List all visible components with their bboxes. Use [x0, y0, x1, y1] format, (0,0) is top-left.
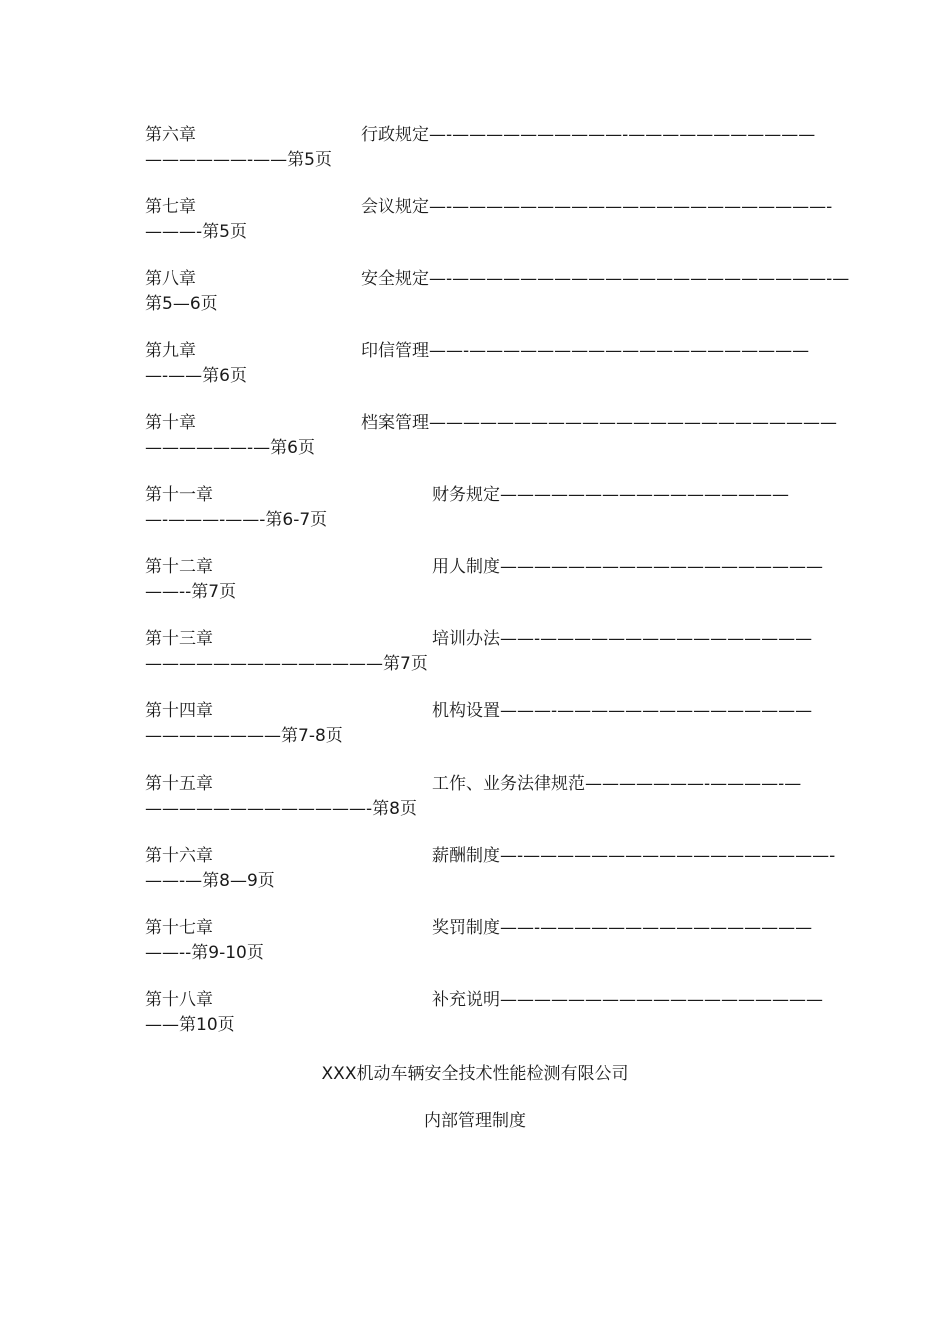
toc-section-title: 补充说明———————————————————	[432, 990, 823, 1010]
toc-chapter-label: 第十八章	[145, 990, 213, 1010]
toc-page-ref: ——--第9-10页	[145, 943, 264, 963]
toc-entry-chapter-16	[145, 845, 836, 897]
toc-entry-chapter-8	[145, 268, 850, 320]
toc-chapter-label: 第十四章	[145, 701, 213, 721]
toc-section-title: 工作、业务法律规范———————-————-—	[432, 774, 802, 794]
toc-section-title: 培训办法——-————————————————	[432, 629, 813, 649]
toc-chapter-label: 第十二章	[145, 557, 213, 577]
company-name: XXX机动车辆安全技术性能检测有限公司	[321, 1064, 629, 1084]
toc-entry-chapter-13	[145, 628, 825, 680]
toc-section-title: 奖罚制度——-————————————————	[432, 918, 813, 938]
toc-page-ref: ——--第7页	[145, 582, 237, 602]
toc-chapter-label: 第十一章	[145, 485, 213, 505]
toc-page-ref: ————————第7-8页	[145, 726, 343, 746]
toc-page-ref: ——-—第8—9页	[145, 871, 275, 891]
toc-page-ref: ———-第5页	[145, 222, 247, 242]
toc-chapter-label: 第七章	[145, 197, 196, 217]
toc-section-title: 印信管理——-————————————————————	[361, 341, 810, 361]
toc-section-title: 档案管理————————————————————————	[361, 413, 837, 433]
toc-chapter-label: 第八章	[145, 269, 196, 289]
toc-chapter-label: 第六章	[145, 125, 196, 145]
toc-entry-chapter-15	[145, 773, 825, 825]
toc-entry-chapter-12	[145, 556, 825, 608]
toc-page-ref: ——————-—第6页	[145, 438, 315, 458]
toc-page-ref: ——第10页	[145, 1015, 235, 1035]
toc-section-title: 用人制度———————————————————	[432, 557, 823, 577]
toc-section-title: 会议规定—-——————————————————————-	[361, 197, 833, 217]
toc-section-title: 财务规定—————————————————	[432, 485, 789, 505]
toc-entry-chapter-6	[145, 124, 825, 176]
toc-page-ref: 第5—6页	[145, 294, 218, 314]
toc-entry-chapter-10	[145, 412, 837, 464]
toc-page-ref: —————————————-第8页	[145, 799, 417, 819]
toc-chapter-label: 第十六章	[145, 846, 213, 866]
toc-page-ref: —-——第6页	[145, 366, 247, 386]
document-title: 内部管理制度	[424, 1111, 526, 1131]
toc-chapter-label: 第十三章	[145, 629, 213, 649]
toc-chapter-label: 第十七章	[145, 918, 213, 938]
toc-entry-chapter-14	[145, 700, 825, 752]
toc-entry-chapter-11	[145, 484, 825, 536]
toc-entry-chapter-7	[145, 196, 833, 248]
toc-section-title: 薪酬制度—-——————————————————-	[432, 846, 836, 866]
toc-page-ref: ——————————————第7页	[145, 654, 428, 674]
toc-section-title: 行政规定—-——————————-———————————	[361, 125, 816, 145]
toc-entry-chapter-17	[145, 917, 825, 969]
toc-section-title: 机构设置———-———————————————	[432, 701, 813, 721]
toc-entry-chapter-9	[145, 340, 825, 392]
toc-page-ref: ——————-——第5页	[145, 150, 332, 170]
toc-chapter-label: 第九章	[145, 341, 196, 361]
toc-chapter-label: 第十五章	[145, 774, 213, 794]
toc-section-title: 安全规定—-——————————————————————-—	[361, 269, 850, 289]
toc-chapter-label: 第十章	[145, 413, 196, 433]
toc-page-ref: —-———-——-第6-7页	[145, 510, 328, 530]
toc-entry-chapter-18	[145, 989, 825, 1041]
